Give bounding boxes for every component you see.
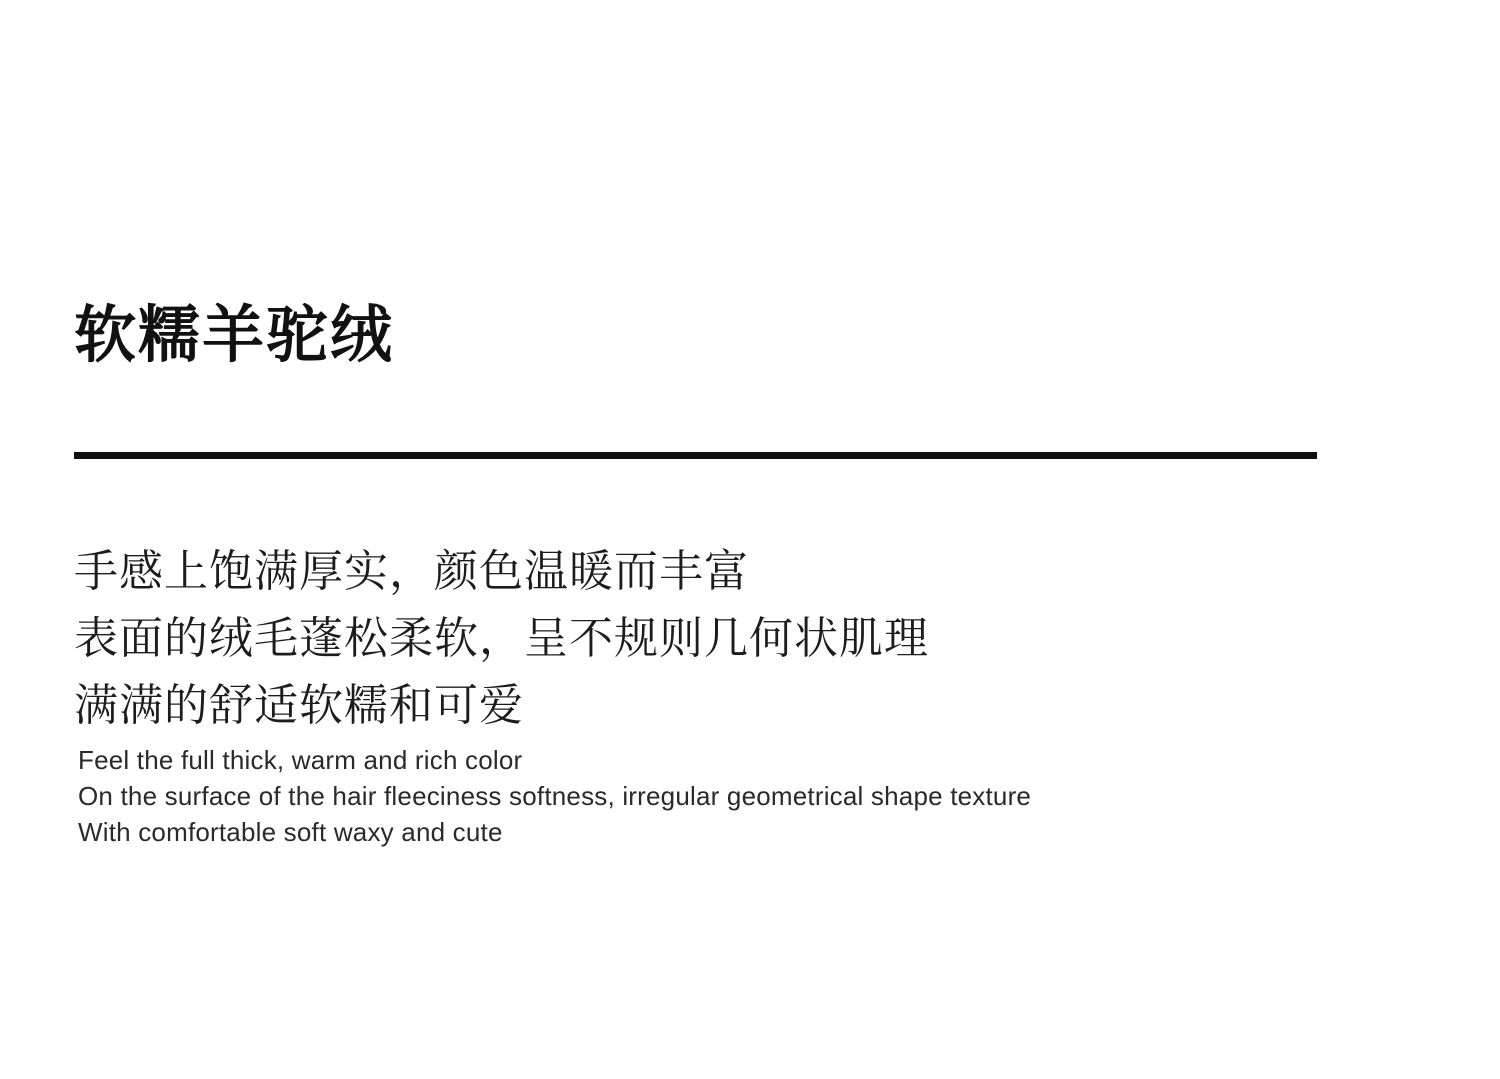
english-description-line-2: On the surface of the hair fleeciness softness, irregular geometrical shape texture xyxy=(78,781,1032,811)
title-divider xyxy=(74,452,1317,459)
chinese-description-line-1: 手感上饱满厚实，颜色温暖而丰富 xyxy=(74,547,749,596)
english-description-line-1: Feel the full thick, warm and rich color xyxy=(78,745,523,775)
chinese-description-line-2: 表面的绒毛蓬松柔软，呈不规则几何状肌理 xyxy=(74,614,929,663)
chinese-description-block xyxy=(74,538,929,739)
page-title: 软糯羊驼绒 xyxy=(74,301,395,370)
english-description-block xyxy=(78,742,1031,850)
chinese-description-line-3: 满满的舒适软糯和可爱 xyxy=(74,681,524,730)
english-description-line-3: With comfortable soft waxy and cute xyxy=(78,817,503,847)
